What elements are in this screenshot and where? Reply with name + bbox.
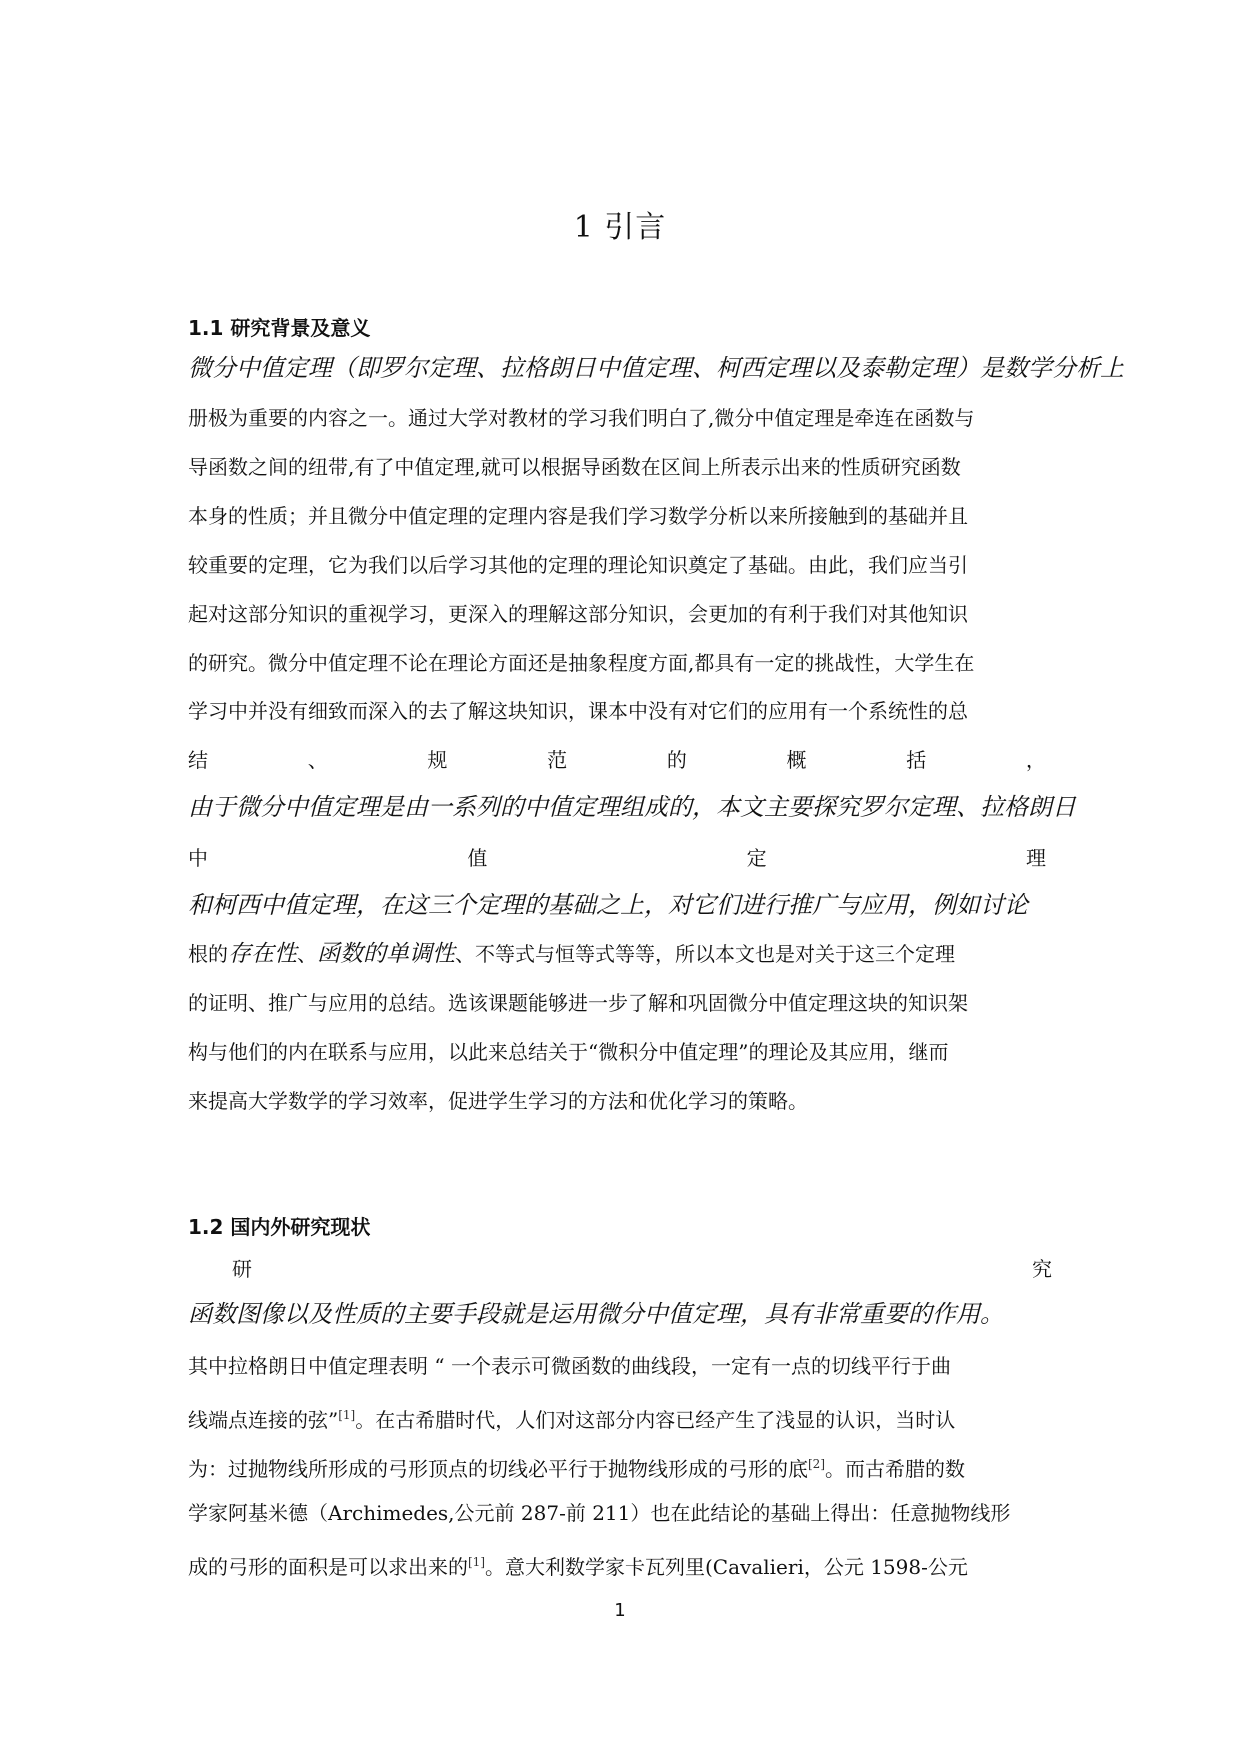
body-line: 来提高大学数学的学习效率，促进学生学习的方法和优化学习的策略。	[188, 1089, 808, 1113]
text: 为：过抛物线所形成的弓形顶点的切线必平行于抛物线形成的弓形的底	[188, 1457, 808, 1481]
italic-line: 由于微分中值定理是由一系列的中值定理组成的，本文主要探究罗尔定理、拉格朗日	[188, 793, 1076, 821]
italic-line: 和柯西中值定理，在这三个定理的基础之上，对它们进行推广与应用，例如讨论	[188, 891, 1028, 919]
body-line	[188, 1401, 1052, 1434]
word: 究	[1032, 1257, 1052, 1281]
text: 。意大利数学家卡瓦列里(Cavalieri，公元 1598-公元	[485, 1555, 968, 1579]
body-line: 的证明、推广与应用的总结。选该课题能够进一步了解和巩固微分中值定理这块的知识架	[188, 991, 968, 1015]
justified-line	[188, 746, 1046, 774]
text: 、不等式与恒等式等等，所以本文也是对关于这三个定理	[455, 942, 955, 966]
body-line: 学家阿基米德（Archimedes,公元前 287-前 211）也在此结论的基础上得出：任意抛物线形	[188, 1501, 1011, 1525]
justified-line	[188, 844, 1046, 872]
text: 根的	[188, 942, 228, 966]
body-line: 导函数之间的纽带,有了中值定理,就可以根据导函数在区间上所表示出来的性质研究函数	[188, 455, 961, 479]
word: 、	[307, 748, 328, 772]
word: 定	[746, 846, 767, 870]
word: 范	[547, 748, 568, 772]
citation: [1]	[468, 1555, 485, 1569]
word: 结	[188, 748, 208, 772]
mixed-line	[188, 940, 1052, 968]
body-line	[188, 1450, 1052, 1483]
body-line: 册极为重要的内容之一。通过大学对教材的学习我们明白了,微分中值定理是牵连在函数与	[188, 406, 975, 430]
word: 概	[786, 748, 807, 772]
text: 线端点连接的弦”	[188, 1408, 339, 1432]
italic-term: 函数的单调性	[317, 941, 455, 967]
body-line	[188, 1548, 1052, 1581]
body-line: 较重要的定理，它为我们以后学习其他的定理的理论知识奠定了基础。由此，我们应当引	[188, 553, 968, 577]
citation: [1]	[338, 1408, 356, 1422]
word: 中	[188, 846, 208, 870]
chapter-title: 1 引言	[573, 210, 667, 245]
text: 、	[297, 942, 317, 966]
word: 的	[666, 748, 687, 772]
word: 值	[467, 846, 488, 870]
body-line: 的研究。微分中值定理不论在理论方面还是抽象程度方面,都具有一定的挑战性，大学生在	[188, 651, 975, 675]
body-line: 其中拉格朗日中值定理表明 “ 一个表示可微函数的曲线段，一定有一点的切线平行于曲	[188, 1354, 951, 1378]
word: ，	[1025, 748, 1046, 772]
body-line: 构与他们的内在联系与应用，以此来总结关于“微积分中值定理”的理论及其应用，继而	[188, 1040, 949, 1064]
section-title-1-1: 1.1 研究背景及意义	[188, 316, 371, 340]
word: 括	[906, 748, 927, 772]
justified-line	[232, 1255, 1052, 1283]
section-title-1-2: 1.2 国内外研究现状	[188, 1215, 371, 1239]
body-line: 学习中并没有细致而深入的去了解这块知识，课本中没有对它们的应用有一个系统性的总	[188, 699, 968, 723]
text: 成的弓形的面积是可以求出来的	[188, 1555, 468, 1579]
word: 研	[232, 1257, 252, 1281]
italic-line: 微分中值定理（即罗尔定理、拉格朗日中值定理、柯西定理以及泰勒定理）是数学分析上	[188, 354, 1124, 382]
word: 理	[1025, 846, 1046, 870]
text: 。而古希腊的数	[825, 1457, 965, 1481]
page-number: 1	[614, 1600, 626, 1621]
word: 规	[427, 748, 448, 772]
text: 。在古希腊时代，人们对这部分内容已经产生了浅显的认识，当时认	[355, 1408, 956, 1432]
citation: [2]	[808, 1457, 825, 1471]
italic-line: 函数图像以及性质的主要手段就是运用微分中值定理，具有非常重要的作用。	[188, 1300, 1004, 1328]
body-line: 起对这部分知识的重视学习，更深入的理解这部分知识，会更加的有利于我们对其他知识	[188, 602, 968, 626]
italic-term: 存在性	[228, 941, 297, 967]
body-line: 本身的性质；并且微分中值定理的定理内容是我们学习数学分析以来所接触到的基础并且	[188, 504, 968, 528]
